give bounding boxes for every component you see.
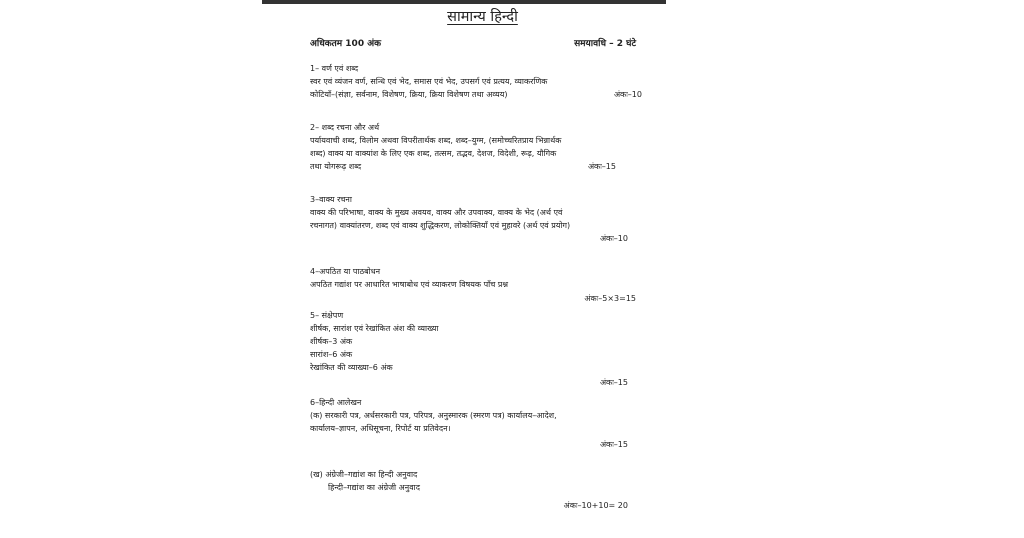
section-2 — [310, 121, 650, 173]
section-line: (ख) अंग्रेजी–गद्यांश का हिन्दी अनुवाद — [310, 470, 418, 479]
section-line: रेखांकित की व्याख्या–6 अंक — [310, 363, 393, 372]
section-heading: 5– संक्षेपण — [310, 311, 344, 320]
section-line: स्वर एवं व्यंजन वर्ण, सन्धि एवं भेद, समास एवं भेद, उपसर्ग एवं प्रत्यय, व्याकरणिक — [310, 77, 548, 86]
section-line: शब्द) वाक्य या वाक्यांश के लिए एक शब्द, तत्सम, तद्भव, देशज, विदेशी, रूढ़, यौगिक — [310, 149, 557, 158]
duration: समयावधि – 2 घंटे — [574, 39, 636, 49]
max-marks: अधिकतम 100 अंक — [310, 39, 382, 49]
section-line-text: कोटियाँ–(संज्ञा, सर्वनाम, विशेषण, क्रिया, क्रिया विशेषण तथा अव्यय) — [310, 90, 508, 99]
section-4 — [310, 265, 650, 305]
section-line: वाक्य की परिभाषा, वाक्य के मुख्य अवयव, वाक्य और उपवाक्य, वाक्य के भेद (अर्थ एवं — [310, 208, 563, 217]
section-heading: 2– शब्द रचना और अर्थ — [310, 123, 380, 132]
section-6 — [310, 396, 650, 451]
section-marks: अंकः–15 — [587, 162, 616, 171]
section-5 — [310, 309, 650, 389]
section-line: पर्यायवाची शब्द, विलोम अथवा विपरीतार्थक शब्द, शब्द–युग्म, (समोच्चरितप्राय भिन्नार्थक — [310, 136, 562, 145]
section-line: कार्यालय–ज्ञापन, अधिसूचना, रिपोर्ट या प्रतिवेदन। — [310, 424, 451, 433]
section-line: हिन्दी–गद्यांश का अंग्रेजी अनुवाद — [328, 483, 420, 492]
section-3 — [310, 193, 650, 245]
section-marks: अंकः–15 — [599, 378, 628, 387]
section-line: रचनागत) वाक्यांतरण, शब्द एवं वाक्य शुद्धिकरण, लोकोक्तियाँ एवं मुहावरे (अर्थ एवं प्रयोग) — [310, 221, 571, 230]
section-marks: अंकः–10 — [599, 234, 628, 243]
section-line: (क) सरकारी पत्र, अर्धसरकारी पत्र, परिपत्र, अनुस्मारक (स्मरण पत्र) कार्यालय–आदेश, — [310, 411, 557, 420]
section-marks: अंकः–5×3=15 — [584, 294, 636, 303]
section-heading: 4–अपठित या पाठबोधन — [310, 267, 381, 276]
section-line: शीर्षक–3 अंक — [310, 337, 353, 346]
section-line: सारांश–6 अंक — [310, 350, 353, 359]
section-line: अपठित गद्यांश पर आधारित भाषाबोध एवं व्याकरण विषयक पाँच प्रश्न — [310, 280, 509, 289]
section-heading: 6–हिन्दी आलेखन — [310, 398, 362, 407]
section-heading: 3–वाक्य रचना — [310, 195, 352, 204]
section-line: शीर्षक, सारांश एवं रेखांकित अंश की व्याख्या — [310, 324, 439, 333]
section-6-kh — [310, 468, 650, 512]
section-line — [310, 160, 650, 173]
section-line-text: तथा योगरूढ़ शब्द — [310, 162, 362, 171]
section-marks: अंकः–10+10= 20 — [563, 501, 628, 510]
syllabus-document — [310, 0, 655, 538]
section-marks: अंकः–15 — [599, 440, 628, 449]
section-line — [310, 88, 650, 101]
section-1 — [310, 62, 650, 101]
document-title: सामान्य हिन्दी — [447, 9, 518, 25]
section-heading: 1– वर्ण एवं शब्द — [310, 64, 359, 73]
section-marks: अंकः–10 — [613, 90, 642, 99]
